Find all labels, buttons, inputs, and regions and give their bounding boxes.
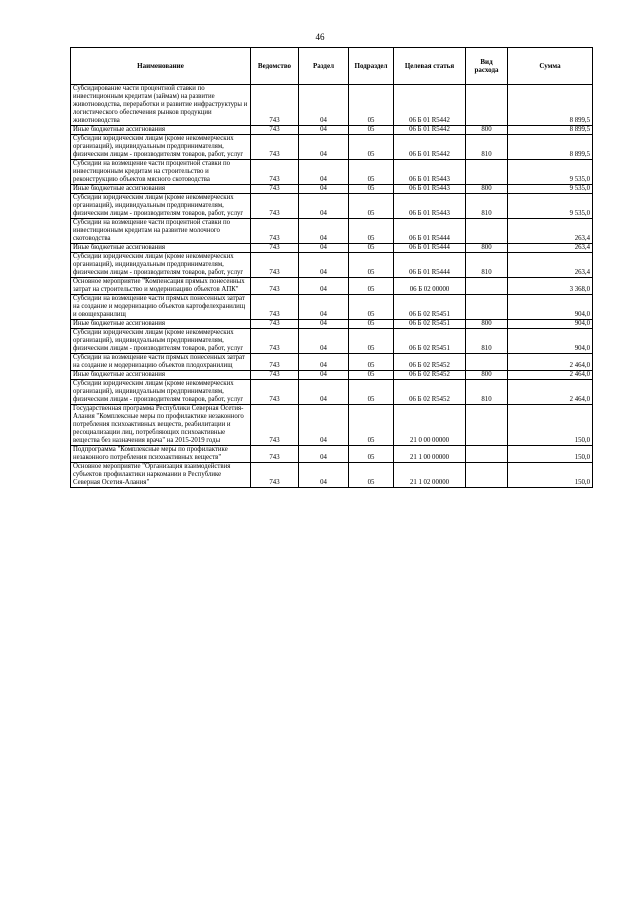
cell-name: Субсидии на возмещение части прямых понесенных затрат на создание и модернизацию объектов плодохранилищ bbox=[71, 354, 251, 371]
cell-department: 743 bbox=[251, 194, 299, 219]
cell-subsection: 05 bbox=[349, 295, 394, 320]
cell-amount: 150,0 bbox=[508, 446, 593, 463]
cell-section: 04 bbox=[299, 85, 349, 126]
cell-expense-type: 800 bbox=[466, 185, 508, 194]
cell-expense-type bbox=[466, 85, 508, 126]
cell-section: 04 bbox=[299, 405, 349, 446]
cell-section: 04 bbox=[299, 371, 349, 380]
table-row bbox=[71, 463, 593, 488]
cell-subsection: 05 bbox=[349, 160, 394, 185]
cell-subsection: 05 bbox=[349, 371, 394, 380]
cell-amount: 263,4 bbox=[508, 244, 593, 253]
cell-department: 743 bbox=[251, 244, 299, 253]
table-row bbox=[71, 278, 593, 295]
table-row bbox=[71, 126, 593, 135]
cell-subsection: 05 bbox=[349, 244, 394, 253]
cell-amount: 150,0 bbox=[508, 463, 593, 488]
cell-expense-type: 810 bbox=[466, 329, 508, 354]
cell-section: 04 bbox=[299, 354, 349, 371]
cell-expense-type bbox=[466, 295, 508, 320]
header-amount: Сумма bbox=[508, 48, 593, 85]
cell-department: 743 bbox=[251, 85, 299, 126]
cell-amount: 9 535,0 bbox=[508, 160, 593, 185]
cell-section: 04 bbox=[299, 295, 349, 320]
cell-target-article: 06 Б 01 R5442 bbox=[394, 85, 466, 126]
cell-amount: 3 368,0 bbox=[508, 278, 593, 295]
cell-department: 743 bbox=[251, 278, 299, 295]
table-row bbox=[71, 185, 593, 194]
cell-department: 743 bbox=[251, 320, 299, 329]
cell-department: 743 bbox=[251, 126, 299, 135]
cell-subsection: 05 bbox=[349, 320, 394, 329]
cell-name: Субсидирование части процентной ставки по инвестиционным кредитам (займам) на развитие животноводства, переработки и развитие инфраструктуры и логистического обеспечения рынков продукции животноводства bbox=[71, 85, 251, 126]
cell-target-article: 06 Б 02 R5451 bbox=[394, 295, 466, 320]
cell-amount: 904,0 bbox=[508, 295, 593, 320]
cell-section: 04 bbox=[299, 320, 349, 329]
cell-section: 04 bbox=[299, 329, 349, 354]
cell-expense-type: 800 bbox=[466, 126, 508, 135]
cell-amount: 904,0 bbox=[508, 329, 593, 354]
cell-name: Основное мероприятие "Компенсация прямых понесенных затрат на строительство и модернизацию объектов АПК" bbox=[71, 278, 251, 295]
cell-subsection: 05 bbox=[349, 380, 394, 405]
cell-department: 743 bbox=[251, 185, 299, 194]
cell-target-article: 06 Б 02 R5451 bbox=[394, 329, 466, 354]
cell-target-article: 21 1 02 00000 bbox=[394, 463, 466, 488]
cell-expense-type: 810 bbox=[466, 380, 508, 405]
table-row bbox=[71, 253, 593, 278]
cell-section: 04 bbox=[299, 219, 349, 244]
table-row bbox=[71, 446, 593, 463]
cell-name: Субсидии на возмещение части процентной ставки по инвестиционным кредитам на развитие молочного скотоводства bbox=[71, 219, 251, 244]
cell-name: Субсидии юридическим лицам (кроме некоммерческих организаций), индивидуальным предпринимателям, физическим лицам - производителям товаров, работ, услуг bbox=[71, 380, 251, 405]
cell-section: 04 bbox=[299, 185, 349, 194]
table-row bbox=[71, 135, 593, 160]
cell-expense-type bbox=[466, 446, 508, 463]
cell-name: Субсидии юридическим лицам (кроме некоммерческих организаций), индивидуальным предпринимателям, физическим лицам - производителям товаров, работ, услуг bbox=[71, 253, 251, 278]
cell-target-article: 21 1 00 00000 bbox=[394, 446, 466, 463]
cell-subsection: 05 bbox=[349, 185, 394, 194]
cell-target-article: 06 Б 02 R5452 bbox=[394, 354, 466, 371]
header-department: Ведомство bbox=[251, 48, 299, 85]
cell-department: 743 bbox=[251, 463, 299, 488]
cell-section: 04 bbox=[299, 244, 349, 253]
cell-expense-type: 800 bbox=[466, 244, 508, 253]
table-row bbox=[71, 219, 593, 244]
cell-expense-type: 810 bbox=[466, 253, 508, 278]
cell-department: 743 bbox=[251, 405, 299, 446]
header-section: Раздел bbox=[299, 48, 349, 85]
table-row bbox=[71, 244, 593, 253]
cell-expense-type bbox=[466, 463, 508, 488]
cell-target-article: 06 Б 01 R5442 bbox=[394, 135, 466, 160]
cell-department: 743 bbox=[251, 135, 299, 160]
cell-target-article: 06 Б 01 R5444 bbox=[394, 253, 466, 278]
table-row bbox=[71, 295, 593, 320]
table-row bbox=[71, 329, 593, 354]
cell-amount: 150,0 bbox=[508, 405, 593, 446]
header-expense-type: Вид расхода bbox=[466, 48, 508, 85]
page-number: 46 bbox=[315, 32, 325, 42]
cell-target-article: 06 Б 01 R5442 bbox=[394, 126, 466, 135]
cell-name: Иные бюджетные ассигнования bbox=[71, 244, 251, 253]
cell-department: 743 bbox=[251, 295, 299, 320]
cell-section: 04 bbox=[299, 253, 349, 278]
cell-target-article: 06 Б 02 R5451 bbox=[394, 320, 466, 329]
cell-section: 04 bbox=[299, 380, 349, 405]
cell-expense-type bbox=[466, 160, 508, 185]
table-row bbox=[71, 354, 593, 371]
table-row bbox=[71, 320, 593, 329]
cell-name: Субсидии на возмещение части прямых понесенных затрат на создание и модернизацию объектов картофелехранилищ и овощехранилищ bbox=[71, 295, 251, 320]
cell-department: 743 bbox=[251, 354, 299, 371]
cell-amount: 9 535,0 bbox=[508, 185, 593, 194]
cell-amount: 8 899,5 bbox=[508, 126, 593, 135]
table-row bbox=[71, 85, 593, 126]
cell-amount: 2 464,0 bbox=[508, 380, 593, 405]
header-subsection: Подраздел bbox=[349, 48, 394, 85]
cell-subsection: 05 bbox=[349, 85, 394, 126]
table-row bbox=[71, 380, 593, 405]
cell-target-article: 06 Б 01 R5443 bbox=[394, 194, 466, 219]
cell-subsection: 05 bbox=[349, 253, 394, 278]
cell-department: 743 bbox=[251, 219, 299, 244]
cell-name: Основное мероприятие "Организация взаимодействия субъектов профилактики наркомании в Республике Северная Осетия-Алания" bbox=[71, 463, 251, 488]
cell-target-article: 06 Б 01 R5444 bbox=[394, 219, 466, 244]
cell-target-article: 06 Б 01 R5443 bbox=[394, 160, 466, 185]
cell-name: Подпрограмма "Комплексные меры по профилактике незаконного потребления психоактивных веществ" bbox=[71, 446, 251, 463]
cell-amount: 263,4 bbox=[508, 253, 593, 278]
cell-amount: 2 464,0 bbox=[508, 371, 593, 380]
cell-subsection: 05 bbox=[349, 446, 394, 463]
cell-section: 04 bbox=[299, 194, 349, 219]
table-row bbox=[71, 405, 593, 446]
cell-expense-type: 800 bbox=[466, 320, 508, 329]
cell-target-article: 06 Б 01 R5443 bbox=[394, 185, 466, 194]
budget-table bbox=[70, 47, 593, 488]
cell-amount: 263,4 bbox=[508, 219, 593, 244]
cell-department: 743 bbox=[251, 160, 299, 185]
cell-department: 743 bbox=[251, 380, 299, 405]
table-row bbox=[71, 371, 593, 380]
cell-amount: 2 464,0 bbox=[508, 354, 593, 371]
table-row bbox=[71, 160, 593, 185]
cell-subsection: 05 bbox=[349, 405, 394, 446]
cell-expense-type: 810 bbox=[466, 135, 508, 160]
table-header-row bbox=[71, 48, 593, 85]
cell-target-article: 06 Б 01 R5444 bbox=[394, 244, 466, 253]
cell-department: 743 bbox=[251, 371, 299, 380]
cell-target-article: 06 Б 02 R5452 bbox=[394, 380, 466, 405]
cell-section: 04 bbox=[299, 160, 349, 185]
cell-section: 04 bbox=[299, 446, 349, 463]
cell-amount: 904,0 bbox=[508, 320, 593, 329]
cell-name: Иные бюджетные ассигнования bbox=[71, 371, 251, 380]
cell-name: Государственная программа Республики Северная Осетия-Алания "Комплексные меры по профилактике незаконного потребления психоактивных веществ, реабилитации и ресоциализации лиц, потребляющих психоактивные вещества без назначения врача" на 2015-2019 годы bbox=[71, 405, 251, 446]
cell-amount: 9 535,0 bbox=[508, 194, 593, 219]
cell-section: 04 bbox=[299, 463, 349, 488]
cell-subsection: 05 bbox=[349, 463, 394, 488]
cell-section: 04 bbox=[299, 135, 349, 160]
cell-subsection: 05 bbox=[349, 126, 394, 135]
cell-section: 04 bbox=[299, 278, 349, 295]
cell-target-article: 06 Б 02 00000 bbox=[394, 278, 466, 295]
header-target-article: Целевая статья bbox=[394, 48, 466, 85]
header-name: Наименование bbox=[71, 48, 251, 85]
cell-name: Субсидии юридическим лицам (кроме некоммерческих организаций), индивидуальным предпринимателям, физическим лицам - производителям товаров, работ, услуг bbox=[71, 194, 251, 219]
cell-expense-type: 810 bbox=[466, 194, 508, 219]
cell-subsection: 05 bbox=[349, 329, 394, 354]
table-row bbox=[71, 194, 593, 219]
cell-name: Субсидии на возмещение части процентной ставки по инвестиционным кредитам на строительство и реконструкцию объектов мясного скотоводства bbox=[71, 160, 251, 185]
cell-expense-type bbox=[466, 354, 508, 371]
cell-department: 743 bbox=[251, 329, 299, 354]
cell-expense-type bbox=[466, 219, 508, 244]
cell-name: Иные бюджетные ассигнования bbox=[71, 126, 251, 135]
cell-expense-type bbox=[466, 278, 508, 295]
cell-target-article: 21 0 00 00000 bbox=[394, 405, 466, 446]
cell-target-article: 06 Б 02 R5452 bbox=[394, 371, 466, 380]
cell-section: 04 bbox=[299, 126, 349, 135]
cell-subsection: 05 bbox=[349, 278, 394, 295]
cell-expense-type: 800 bbox=[466, 371, 508, 380]
cell-amount: 8 899,5 bbox=[508, 135, 593, 160]
cell-department: 743 bbox=[251, 253, 299, 278]
cell-subsection: 05 bbox=[349, 219, 394, 244]
cell-name: Иные бюджетные ассигнования bbox=[71, 320, 251, 329]
cell-expense-type bbox=[466, 405, 508, 446]
cell-name: Иные бюджетные ассигнования bbox=[71, 185, 251, 194]
cell-subsection: 05 bbox=[349, 135, 394, 160]
cell-department: 743 bbox=[251, 446, 299, 463]
cell-name: Субсидии юридическим лицам (кроме некоммерческих организаций), индивидуальным предпринимателям, физическим лицам - производителям товаров, работ, услуг bbox=[71, 135, 251, 160]
cell-subsection: 05 bbox=[349, 194, 394, 219]
cell-amount: 8 899,5 bbox=[508, 85, 593, 126]
cell-subsection: 05 bbox=[349, 354, 394, 371]
cell-name: Субсидии юридическим лицам (кроме некоммерческих организаций), индивидуальным предпринимателям, физическим лицам - производителям товаров, работ, услуг bbox=[71, 329, 251, 354]
